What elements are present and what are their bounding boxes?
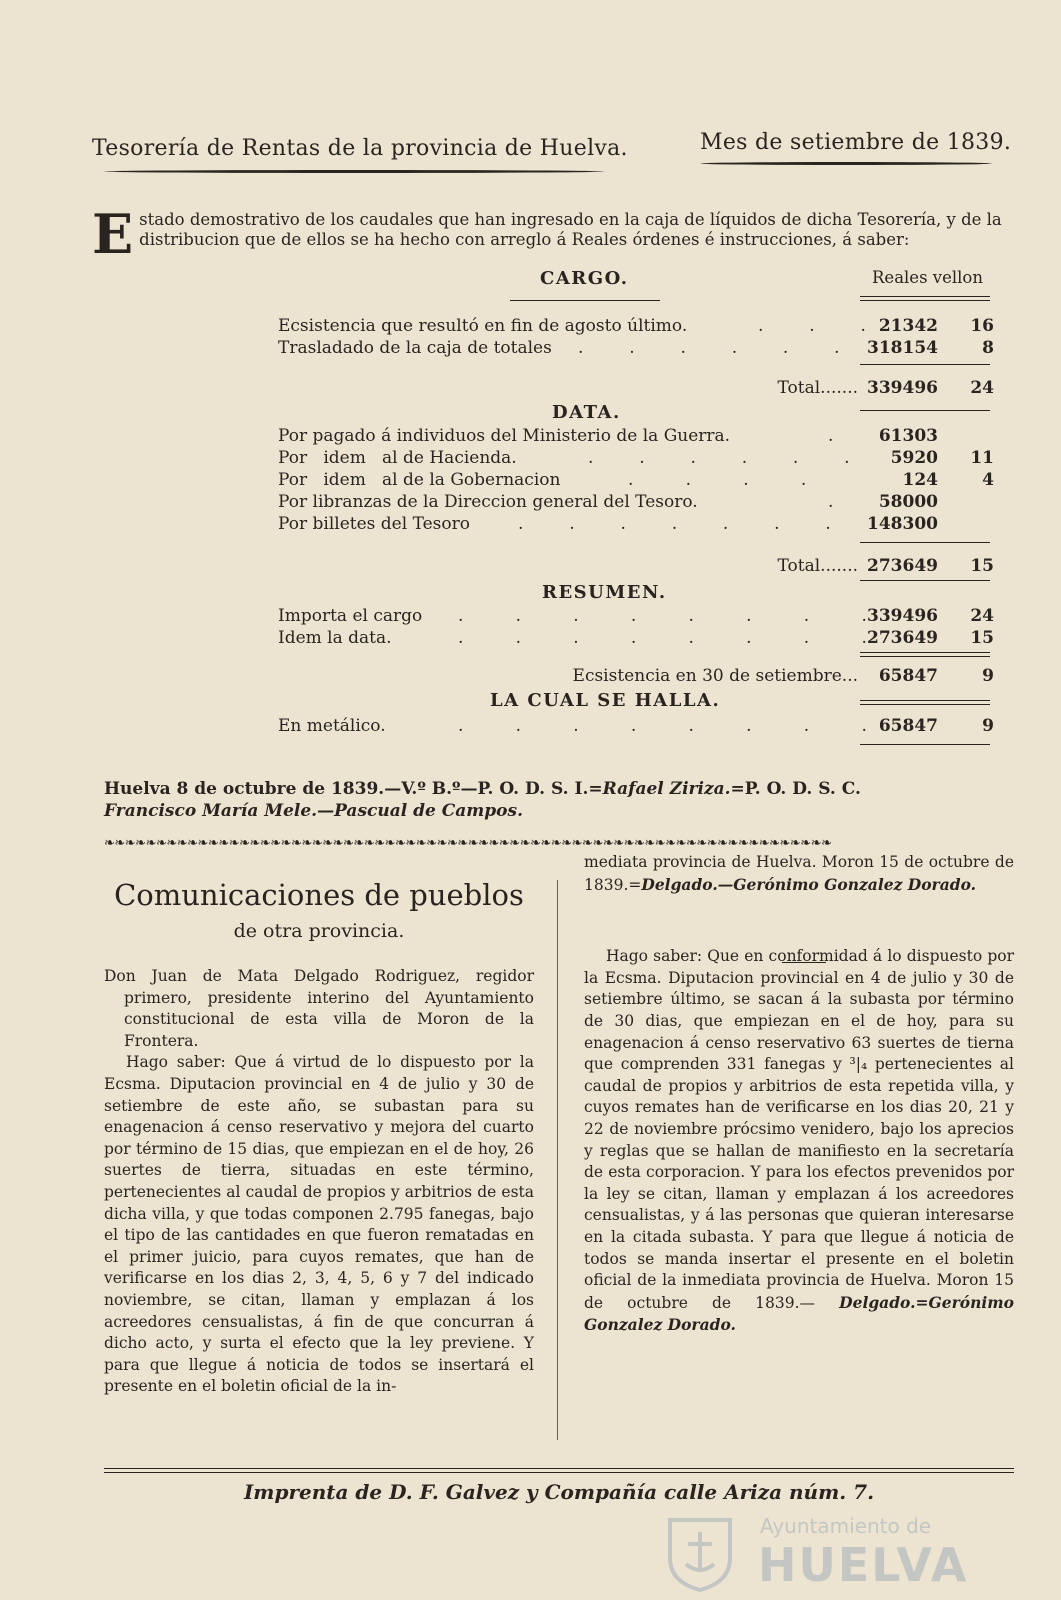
row-reales: 124 [902, 470, 938, 490]
signature-name: Rafael Ziriza. [602, 779, 731, 799]
row-label: Ecsistencia que resultó en fin de agosto último. [278, 316, 688, 336]
total-maravedis: 24 [970, 378, 994, 398]
ecsistencia-label: Ecsistencia en 30 de setiembre... [572, 666, 858, 686]
footer-rule [104, 1468, 1014, 1473]
data-rule [860, 410, 990, 411]
leader-dots: . . . . . . . . [458, 606, 868, 626]
edict-body-paragraph: Hago saber: Que á virtud de lo dispuesto por la Ecsma. Diputacion provincial en 4 de julio y 30 de setiembre de este año, se subastan para su enagenacion á censo reservativo y mejora del cuarto por término de 15 dias, que empiezan en el de hoy, 26 suertes de tierra, situadas en este término, pertenecientes al caudal de propios y arbitrios de esta dicha villa, y que todas componen 2.795 fanegas, bajo el tipo de las cantidades en que fueron rematadas en el primer juicio, para cuyos remates, que han de verificarse en los dias 2, 3, 4, 5, 6 y 7 del indicado noviembre, se citan, llaman y emplazan á los acreedores censualistas, á fin de que concurran á dicho acto, y surta el efecto que la ley previene. Y para que llegue á noticia de todos se insertará el presente en el boletin oficial de la in- [104, 1053, 534, 1396]
leader-dots: . . . . . . . . [458, 716, 868, 736]
data-total-rule [860, 580, 990, 581]
row-label: Por idem al de Hacienda. [278, 448, 517, 468]
data-row [278, 470, 1008, 492]
resumen-row [278, 628, 1008, 650]
section-subtitle: de otra provincia. [233, 920, 405, 942]
intro-text: stado demostrativo de los caudales que han ingresado en la caja de líquidos de dicha Tesorería, y de la distribucion que de ellos se ha hecho con arreglo á Reales órdenes é instrucciones, á saber: [139, 210, 1002, 249]
resumen-sum-rule [860, 652, 990, 657]
drop-cap: E [92, 202, 134, 266]
column-header-reales: Reales vellon [872, 268, 983, 287]
total-reales: 273649 [867, 556, 938, 576]
ornamental-divider: ❧❧❧❧❧❧❧❧❧❧❧❧❧❧❧❧❧❧❧❧❧❧❧❧❧❧❧❧❧❧❧❧❧❧❧❧❧❧❧❧❧❧❧❧❧❧❧❧❧❧❧❧❧❧❧❧❧❧❧❧❧❧❧❧❧❧❧❧❧❧ [104, 836, 832, 851]
row-maravedis: 15 [970, 628, 994, 648]
row-reales: 273649 [867, 628, 938, 648]
leader-dots: . [828, 492, 835, 512]
continuation-signature: Delgado.—Gerónimo Gonzalez Dorado. [641, 874, 977, 894]
leader-dots: . . . . . . . [518, 514, 832, 534]
continuation-text: mediata provincia de Huelva. Moron 15 de octubre de 1839.= [584, 853, 1014, 894]
ecsistencia-maravedis: 9 [982, 666, 994, 686]
resumen-heading: RESUMEN. [542, 582, 667, 603]
signature-contador: =P. O. D. S. C. [730, 779, 861, 799]
row-maravedis: 8 [982, 338, 994, 358]
halla-rule [860, 700, 990, 705]
intro-paragraph [92, 202, 1004, 266]
watermark [660, 1500, 1000, 1600]
data-row [278, 426, 1008, 448]
data-row [278, 514, 1008, 536]
resumen-row [278, 606, 1008, 628]
header-rule-left [104, 170, 604, 173]
edict-continuation [584, 852, 1014, 896]
resumen-ecsistencia-row [278, 666, 1008, 688]
treasury-signature [104, 778, 1014, 822]
header-rule-right [700, 162, 992, 165]
row-reales: 5920 [890, 448, 938, 468]
cargo-heading-rule [510, 300, 660, 301]
column-divider [557, 880, 558, 1440]
row-reales: 21342 [878, 316, 938, 336]
row-label: Trasladado de la caja de totales [278, 338, 552, 358]
row-label: Por pagado á individuos del Ministerio de la Guerra. [278, 426, 731, 446]
header-treasury-title: Tesorería de Rentas de la provincia de Huelva. [92, 136, 628, 161]
column-header-rule [860, 296, 990, 301]
row-label: Importa el cargo [278, 606, 423, 626]
row-label: Por billetes del Tesoro [278, 514, 470, 534]
row-label: Por libranzas de la Direccion general del Tesoro. [278, 492, 698, 512]
data-total-row [278, 556, 1008, 578]
row-label: Por idem al de la Gobernacion [278, 470, 561, 490]
row-reales: 318154 [867, 338, 938, 358]
second-edict-signature: Delgado.=Gerónimo Gonzalez Dorado. [584, 1292, 1014, 1335]
cargo-heading: CARGO. [540, 268, 629, 289]
cargo-sum-rule [860, 364, 990, 365]
total-reales: 339496 [867, 378, 938, 398]
data-heading: DATA. [552, 402, 621, 423]
row-reales: 61303 [878, 426, 938, 446]
halla-end-rule [860, 744, 990, 745]
edict-heading-paragraph: Don Juan de Mata Delgado Rodriguez, regidor primero, presidente interino del Ayuntamiento constitucional de esta villa de Moron de la Frontera. [104, 967, 534, 1050]
signature-names: Francisco María Mele.—Pascual de Campos. [104, 801, 523, 821]
leader-dots: . . . . [628, 470, 808, 490]
spacer [584, 896, 1014, 946]
leader-dots: . . . . . . [578, 338, 841, 358]
left-column [104, 966, 534, 1398]
row-maravedis: 9 [982, 716, 994, 736]
cargo-row [278, 316, 1008, 338]
total-label: Total....... [777, 556, 858, 576]
printer-imprint: Imprenta de D. F. Galvez y Compañía calle Ariza núm. 7. [243, 1480, 875, 1504]
row-label: En metálico. [278, 716, 386, 736]
ecsistencia-reales: 65847 [878, 666, 938, 686]
signature-place-date: Huelva 8 de octubre de 1839.—V.º B.º—P. O. D. S. I.= [104, 779, 603, 799]
watermark-line2: HUELVA [758, 1538, 969, 1592]
leader-dots: . [828, 426, 835, 446]
watermark-line1: Ayuntamiento de [760, 1514, 932, 1538]
cargo-row [278, 338, 1008, 360]
small-separator [782, 962, 826, 963]
row-maravedis: 4 [982, 470, 994, 490]
second-edict-paragraph [584, 946, 1014, 1337]
row-reales: 65847 [878, 716, 938, 736]
row-reales: 339496 [867, 606, 938, 626]
leader-dots: . . . [758, 316, 867, 336]
data-sum-rule [860, 542, 990, 543]
row-reales: 148300 [867, 514, 938, 534]
header-month: Mes de setiembre de 1839. [700, 130, 1012, 155]
second-edict-text: Hago saber: Que en conformidad á lo dispuesto por la Ecsma. Diputacion provincial en 4 de julio y 30 de setiembre último, se sacan á la subasta por término de 30 dias, que empiezan en el de hoy, para su enagenacion á censo reservativo 63 suertes de tierna que comprenden 331 fanegas y ³|₄ pertenecientes al caudal de propios y arbitrios de esta repetida villa, y cuyos remates han de verificarse en los dias 20, 21 y 22 de noviembre prócsimo venidero, bajo los aprecios y reglas que se hallan de manifiesto en la secretaría de esta corporacion. Y para los efectos prevenidos por la ley se citan, llaman y emplazan á los acreedores censualistas, y á las personas que quieran interesarse en la citada subasta. Y para que llegue á noticia de todos se manda insertar el presente en el boletin oficial de la inmediata provincia de Huelva. Moron 15 de octubre de 1839.— [584, 947, 1014, 1312]
coat-of-arms-icon [660, 1514, 740, 1594]
leader-dots: . . . . . . [588, 448, 851, 468]
right-column [584, 852, 1014, 1337]
section-title: Comunicaciones de pueblos [114, 878, 524, 912]
data-row [278, 492, 1008, 514]
row-label: Idem la data. [278, 628, 392, 648]
row-maravedis: 16 [970, 316, 994, 336]
row-maravedis: 24 [970, 606, 994, 626]
cargo-total-row [278, 378, 1008, 400]
halla-heading: LA CUAL SE HALLA. [490, 690, 721, 711]
total-label: Total....... [777, 378, 858, 398]
halla-row [278, 716, 1008, 738]
row-maravedis: 11 [970, 448, 994, 468]
leader-dots: . . . . . . . . [458, 628, 868, 648]
total-maravedis: 15 [970, 556, 994, 576]
row-reales: 58000 [878, 492, 938, 512]
data-row [278, 448, 1008, 470]
